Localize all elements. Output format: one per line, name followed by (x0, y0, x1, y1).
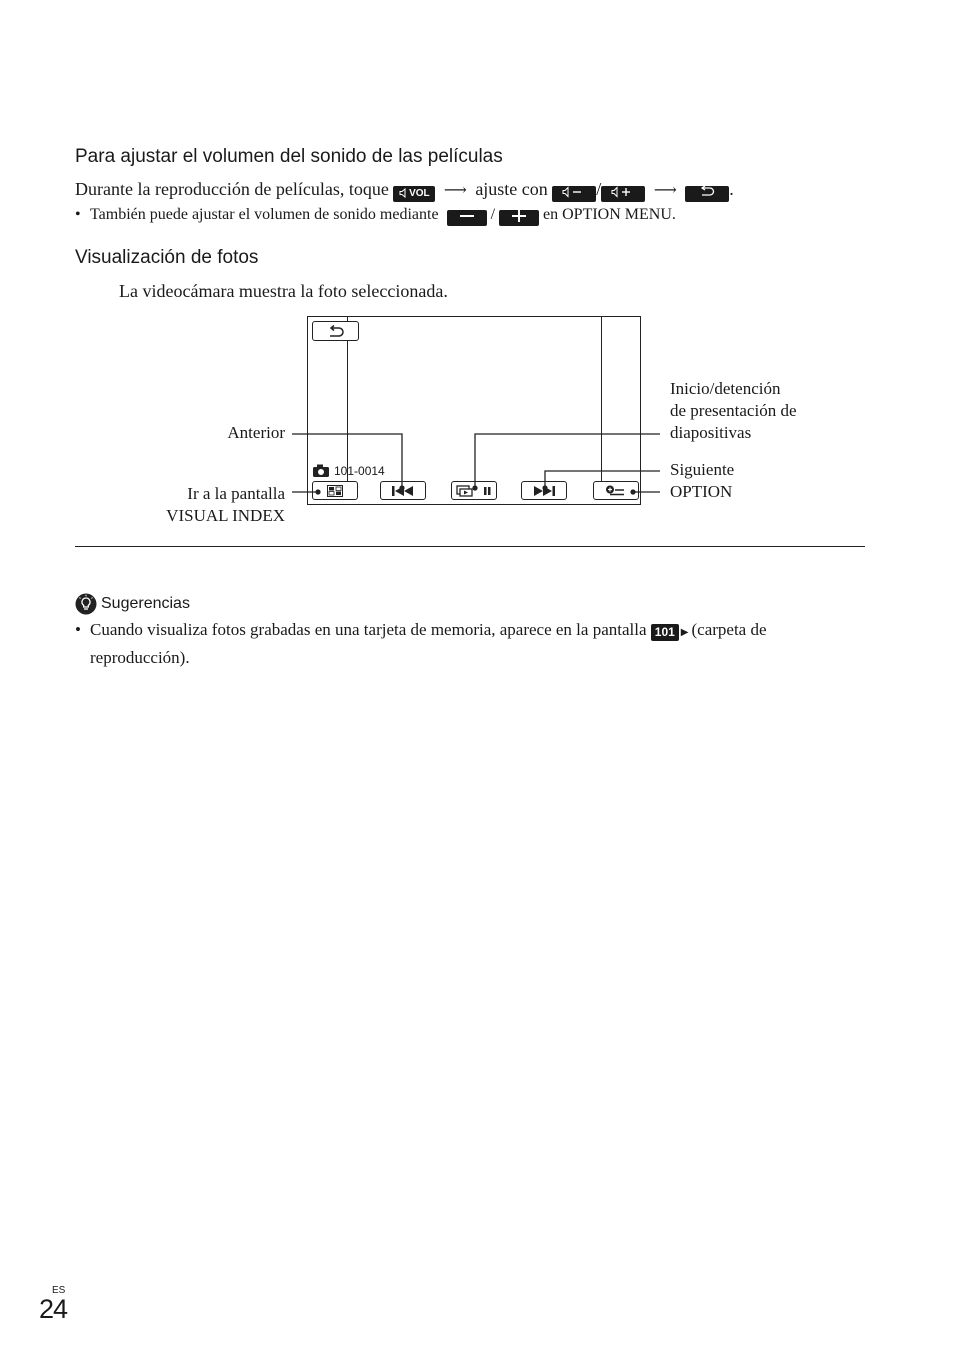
tips-bullet-text-a: Cuando visualiza fotos grabadas en una tarjeta de memoria, aparece en la pantalla (90, 620, 647, 639)
volume-instruction-text-a: Durante la reproducción de películas, toque (75, 179, 389, 199)
label-slideshow-line2: de presentación de (670, 401, 797, 420)
label-slideshow-line3: diapositivas (670, 423, 752, 442)
label-visual-index-line2: VISUAL INDEX (166, 506, 285, 525)
label-previous: Anterior (227, 423, 285, 442)
photo-screen-diagram (0, 0, 954, 600)
tips-header (75, 593, 190, 615)
file-number: 101-0014 (334, 464, 385, 478)
label-slideshow-line1: Inicio/detención (670, 379, 781, 398)
tips-bullet-text-b: (carpeta de (691, 620, 767, 639)
photos-intro: La videocámara muestra la foto seleccionada. (119, 281, 448, 301)
volume-instruction-text-b: ajuste con (475, 179, 548, 199)
label-slideshow (670, 378, 797, 444)
folder-101-icon: 101 (651, 624, 679, 641)
volume-bullet-text-a: También puede ajustar el volumen de sonido mediante (90, 206, 439, 223)
arrow-right-icon: ⟶ (653, 182, 677, 199)
label-next-option (670, 459, 734, 503)
lightbulb-tip-icon (75, 593, 97, 615)
volume-heading: Para ajustar el volumen del sonido de las películas (75, 146, 503, 167)
callout-lines (0, 0, 954, 600)
label-option: OPTION (670, 482, 733, 501)
label-next: Siguiente (670, 460, 735, 479)
triangle-right-icon: ▶ (680, 627, 689, 638)
page-number: 24 (39, 1294, 68, 1324)
bullet-dot: • (75, 620, 81, 639)
photos-heading: Visualización de fotos (75, 247, 259, 268)
volume-bullet-slash: / (490, 206, 496, 223)
volume-bullet-text-b: en OPTION MENU. (543, 206, 676, 223)
bullet-dot: • (75, 206, 81, 223)
tips-heading: Sugerencias (101, 595, 190, 612)
tips-bullet (75, 617, 865, 670)
volume-key-icon: VOL (393, 186, 435, 202)
language-code: ES (52, 1285, 66, 1296)
tips-bullet-text-c: reproducción). (90, 648, 190, 667)
label-visual-index-line1: Ir a la pantalla (187, 484, 285, 503)
volume-instruction-period: . (729, 179, 734, 199)
volume-slash: / (596, 179, 602, 199)
label-visual-index (166, 483, 285, 527)
section-divider (75, 546, 865, 547)
arrow-right-icon: ⟶ (443, 182, 467, 199)
